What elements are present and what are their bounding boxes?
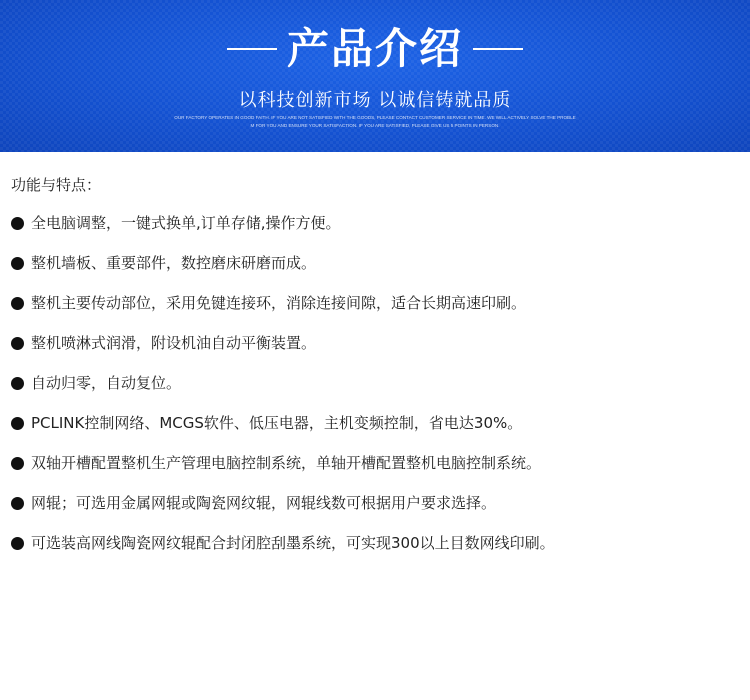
bullet-icon: [11, 417, 24, 430]
feature-item: [11, 253, 741, 293]
feature-list: [11, 213, 741, 573]
bullet-icon: [11, 337, 24, 350]
title-right-line: [473, 48, 523, 50]
feature-item: [11, 533, 741, 573]
title-row: [0, 22, 750, 76]
bullet-icon: [11, 537, 24, 550]
feature-item: [11, 493, 741, 533]
feature-text: 网辊；可选用金属网辊或陶瓷网纹辊，网辊线数可根据用户要求选择。: [31, 494, 497, 512]
bullet-icon: [11, 377, 24, 390]
bullet-icon: [11, 217, 24, 230]
bullet-icon: [11, 457, 24, 470]
feature-item: [11, 453, 741, 493]
feature-item: [11, 373, 741, 413]
feature-text: PCLINK控制网络、MCGS软件、低压电器，主机变频控制，省电达30%。: [31, 414, 523, 432]
feature-item: [11, 293, 741, 333]
feature-text: 整机喷淋式润滑，附设机油自动平衡装置。: [31, 334, 317, 352]
banner-tagline-line-1: OUR FACTORY OPERATES IN GOOD FAITH. IF YOU ARE NOT SATISFIED WITH THE GOODS, PLEASE CONTACT CUSTOMER SERVICE IN TIME. WE WILL ACTIVELY SOLVE THE PROBLE: [174, 115, 576, 120]
feature-item: [11, 413, 741, 453]
feature-item: [11, 333, 741, 373]
feature-text: 整机墙板、重要部件，数控磨床研磨而成。: [31, 254, 317, 272]
feature-text: 可选装高网线陶瓷网纹辊配合封闭腔刮墨系统，可实现300以上目数网线印刷。: [31, 534, 555, 552]
feature-text: 双轴开槽配置整机生产管理电脑控制系统，单轴开槽配置整机电脑控制系统。: [31, 454, 542, 472]
title-left-line: [227, 48, 277, 50]
page-title: 产品介绍: [286, 24, 463, 73]
banner-subtitle: 以科技创新市场 以诚信铸就品质: [238, 90, 512, 111]
bullet-icon: [11, 497, 24, 510]
feature-text: 全电脑调整，一键式换单,订单存储,操作方便。: [31, 214, 341, 232]
feature-text: 自动归零，自动复位。: [31, 374, 182, 392]
bullet-icon: [11, 297, 24, 310]
header-banner: [0, 0, 750, 152]
feature-text: 整机主要传动部位，采用免键连接环，消除连接间隙，适合长期高速印刷。: [31, 294, 527, 312]
banner-tagline-line-2: M FOR YOU AND ENSURE YOUR SATISFACTION. IF YOU ARE SATISFIED, PLEASE GIVE US 5 POINTS IN PERSON.: [250, 123, 500, 128]
feature-item: [11, 213, 741, 253]
bullet-icon: [11, 257, 24, 270]
banner-tagline: [0, 114, 750, 130]
features-heading: 功能与特点：: [11, 176, 102, 194]
